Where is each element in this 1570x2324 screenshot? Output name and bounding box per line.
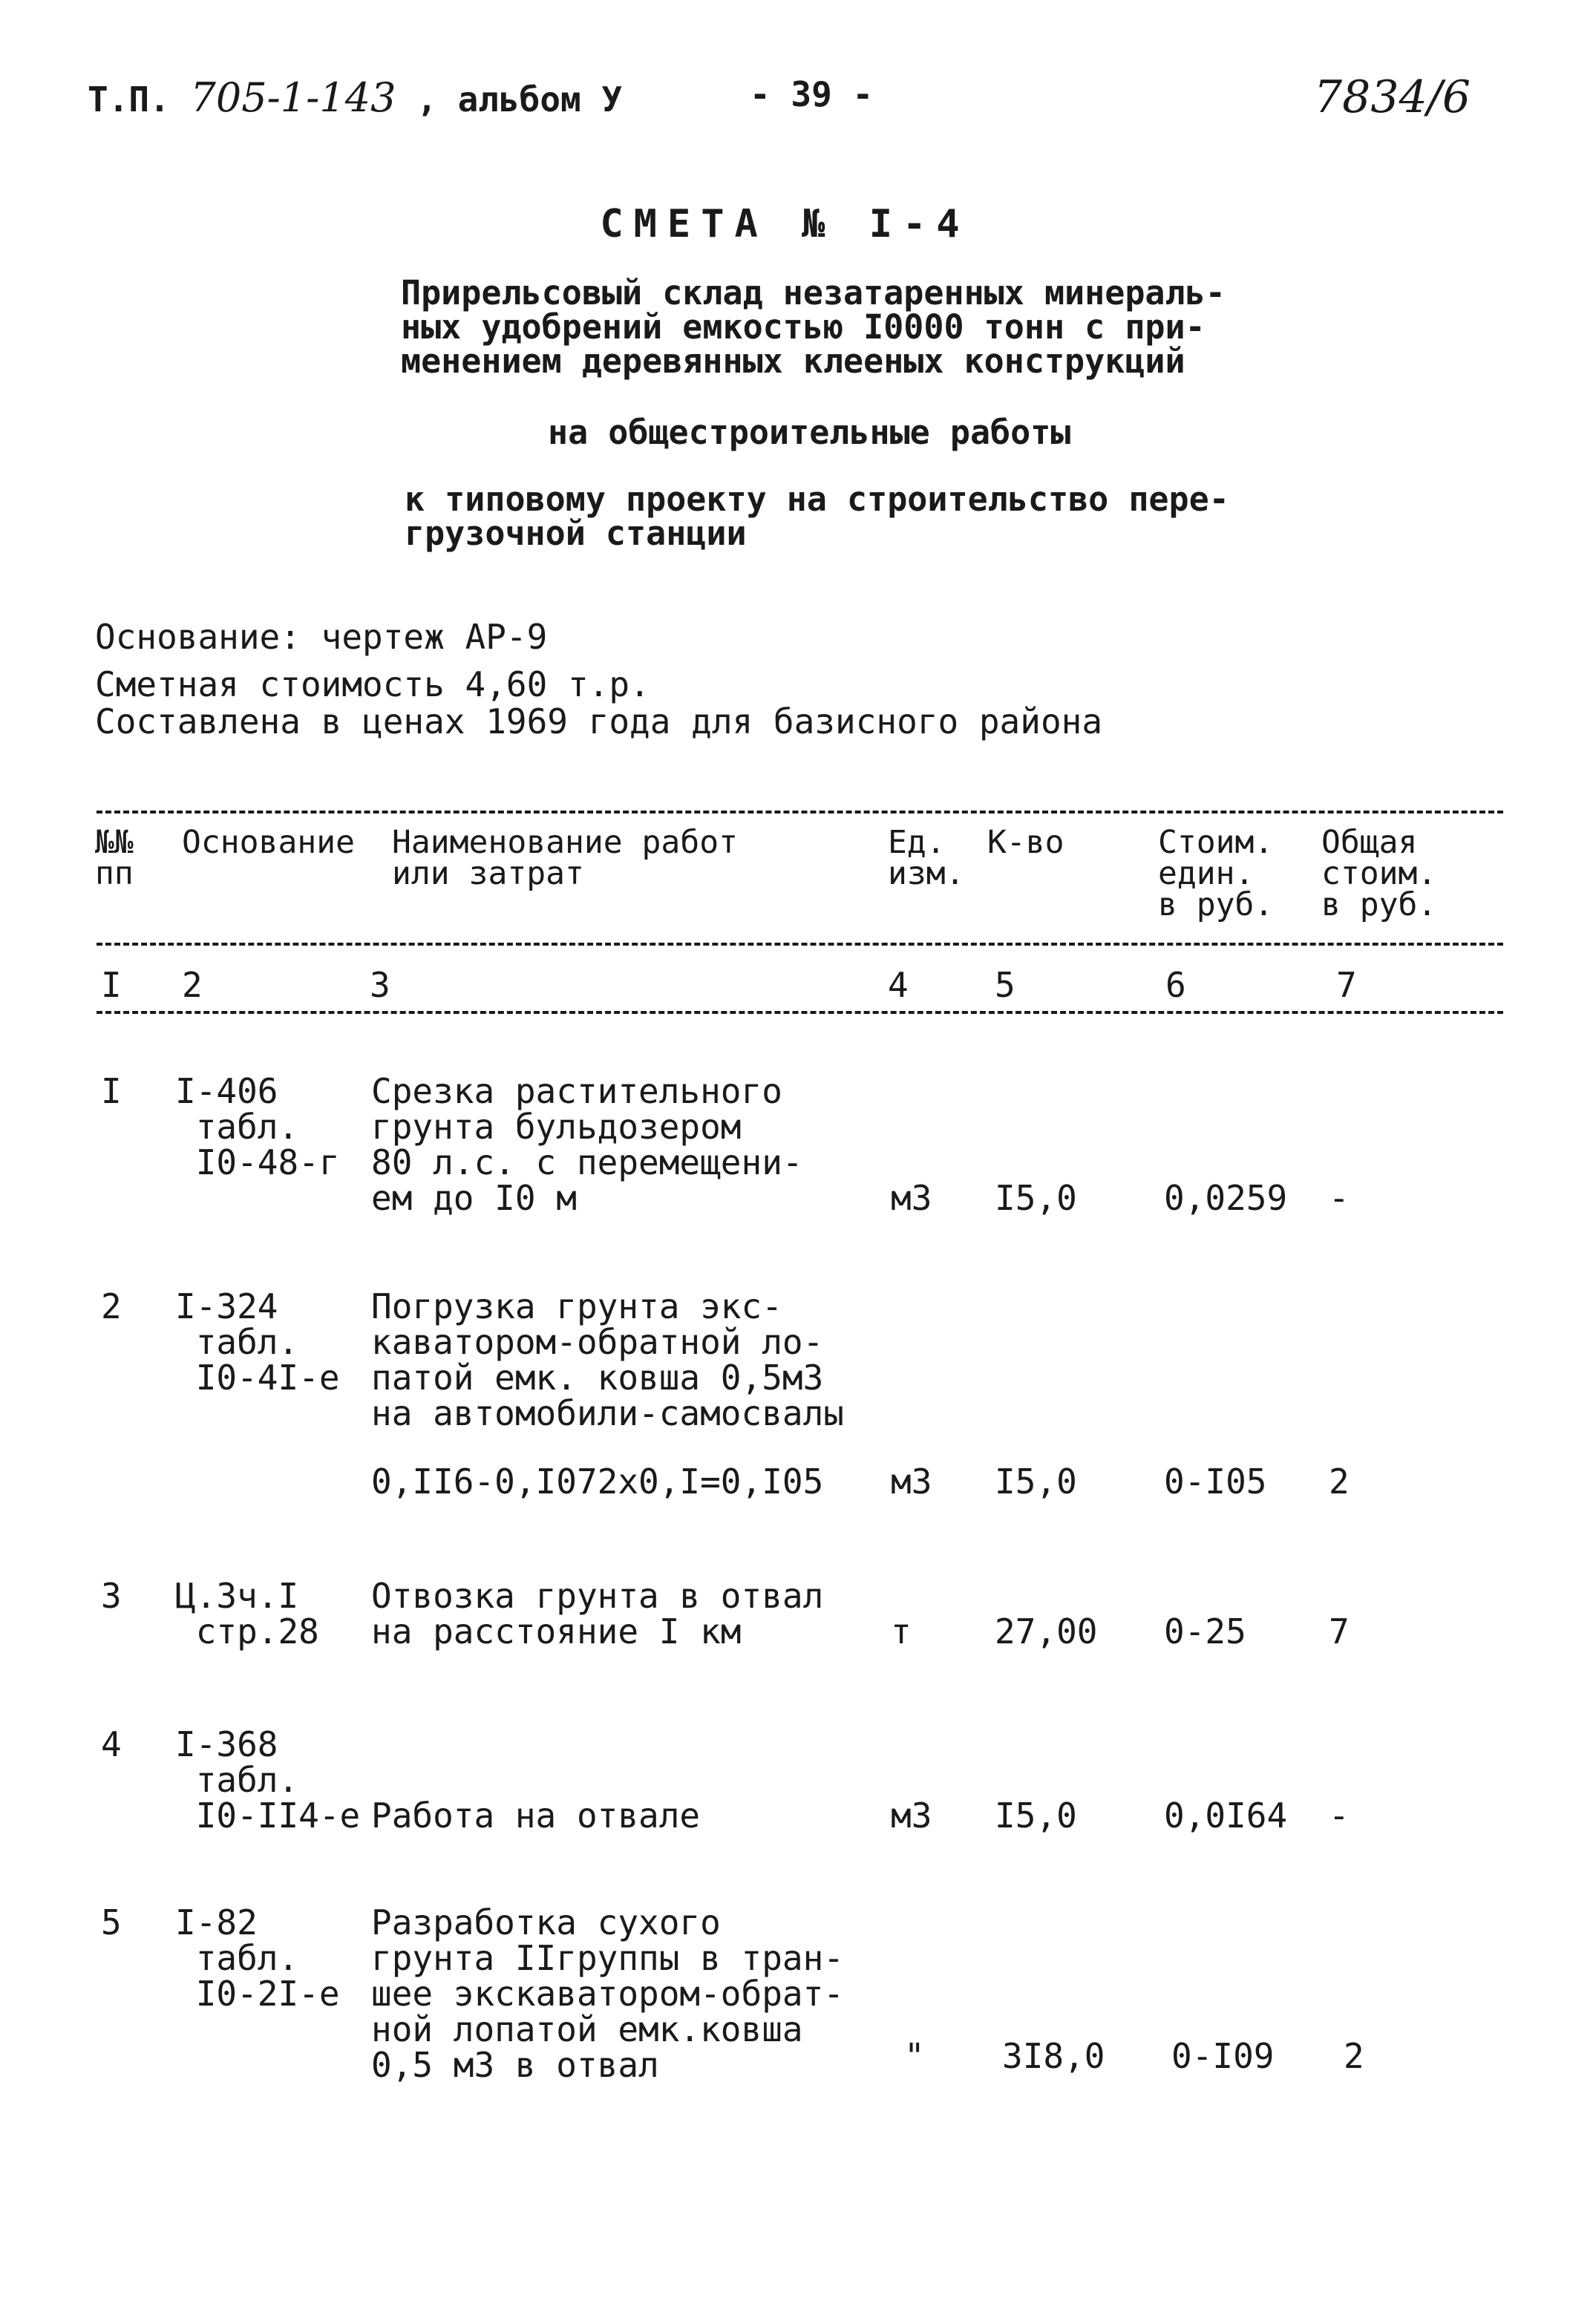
row-3-basis: Ц.3ч.I стр.28 [175,1576,319,1652]
row-1-qty: I5,0 [995,1178,1077,1218]
row-2-total: 2 [1329,1461,1350,1502]
table-top-rule [97,811,1503,814]
column-number-5: 5 [995,965,1015,1005]
tp-prefix: Т.П. [88,79,170,120]
row-1-total: - [1329,1178,1350,1218]
row-1-num: I [101,1071,122,1111]
work-type: на общестроительные работы [548,413,1071,452]
row-3-unit: т [891,1611,912,1652]
row-3-total: 7 [1329,1611,1350,1652]
row-4-unit-cost: 0,0I64 [1164,1796,1288,1836]
row-3-qty: 27,00 [995,1611,1098,1652]
header-qty: К-во [987,824,1064,861]
row-3-name: Отвозка грунта в отвал на расстояние I км [371,1576,824,1652]
row-5-total: 2 [1344,2036,1364,2076]
column-number-6: 6 [1165,965,1186,1005]
row-3-num: 3 [101,1576,122,1616]
row-2-unit: м3 [891,1461,932,1502]
row-5-unit: " [904,2036,925,2076]
row-2-qty: I5,0 [995,1461,1077,1502]
header-total-cost: Общая стоим. в руб. [1321,824,1437,923]
archive-number-handwritten: 7834/6 [1314,71,1471,123]
estimated-cost-line: Сметная стоимость 4,60 т.р. [95,664,650,704]
row-2-num: 2 [101,1286,122,1326]
row-3-unit-cost: 0-25 [1164,1611,1246,1652]
column-number-3: 3 [370,965,390,1005]
row-4-qty: I5,0 [995,1796,1077,1836]
row-2-unit-cost: 0-I05 [1164,1461,1267,1502]
row-4-basis: I-368 табл. I0-II4-е [175,1724,361,1836]
column-number-1: I [101,965,122,1005]
row-2-name: Погрузка грунта экс- каватором-обратной ло- патой емк. ковша 0,5м3 на автомобили-самосвалы [371,1286,844,1433]
prices-line: Составлена в ценах 1969 года для базисного района [95,701,1103,742]
header-num: №№ пп [95,824,134,892]
header-unit: Ед. изм. [888,824,965,892]
header-name: Наименование работ или затрат [392,824,738,892]
row-2-basis: I-324 табл. I0-4I-е [175,1286,340,1398]
row-4-total: - [1329,1796,1350,1836]
row-1-unit-cost: 0,0259 [1164,1178,1288,1218]
row-4-name: Работа на отвале [371,1796,701,1836]
basis-line: Основание: чертеж АР-9 [95,617,548,657]
project-description: к типовому проекту на строительство пере- грузочной станции [405,479,1229,553]
table-header-rule [97,943,1503,946]
row-5-num: 5 [101,1902,122,1942]
row-4-num: 4 [101,1724,122,1764]
row-5-basis: I-82 табл. I0-2I-е [175,1902,340,2014]
row-5-unit-cost: 0-I09 [1171,2036,1275,2076]
header-basis: Основание [182,824,355,861]
row-2-calculation: 0,II6-0,I072х0,I=0,I05 [371,1461,824,1502]
row-5-name: Разработка сухого грунта IIгруппы в тран- шее экскаватором-обрат- ной лопатой емк.ковша 0,5 м3 в отвал [371,1902,844,2085]
album-label: , альбом У [416,79,623,120]
estimate-title: СМЕТА № I-4 [600,202,970,246]
tp-number-handwritten: 705-1-143 [190,74,396,121]
column-number-2: 2 [182,965,203,1005]
object-name: Прирельсовый склад незатаренных минераль- ных удобрений емкостью I0000 тонн с при- менением деревянных клееных конструкций [401,273,1226,381]
row-1-basis: I-406 табл. I0-48-г [175,1071,340,1182]
header-unit-cost: Стоим. един. в руб. [1158,824,1274,923]
row-5-qty: 3I8,0 [1002,2036,1105,2076]
column-number-7: 7 [1336,965,1357,1005]
row-4-unit: м3 [891,1796,932,1836]
column-number-4: 4 [888,965,909,1005]
row-1-name: Срезка растительного грунта бульдозером 80 л.с. с перемещени- ем до I0 м [371,1071,803,1218]
column-numbers-rule [97,1011,1503,1014]
row-1-unit: м3 [891,1178,932,1218]
document-code [88,74,622,121]
page-number: - 39 - [750,74,874,114]
